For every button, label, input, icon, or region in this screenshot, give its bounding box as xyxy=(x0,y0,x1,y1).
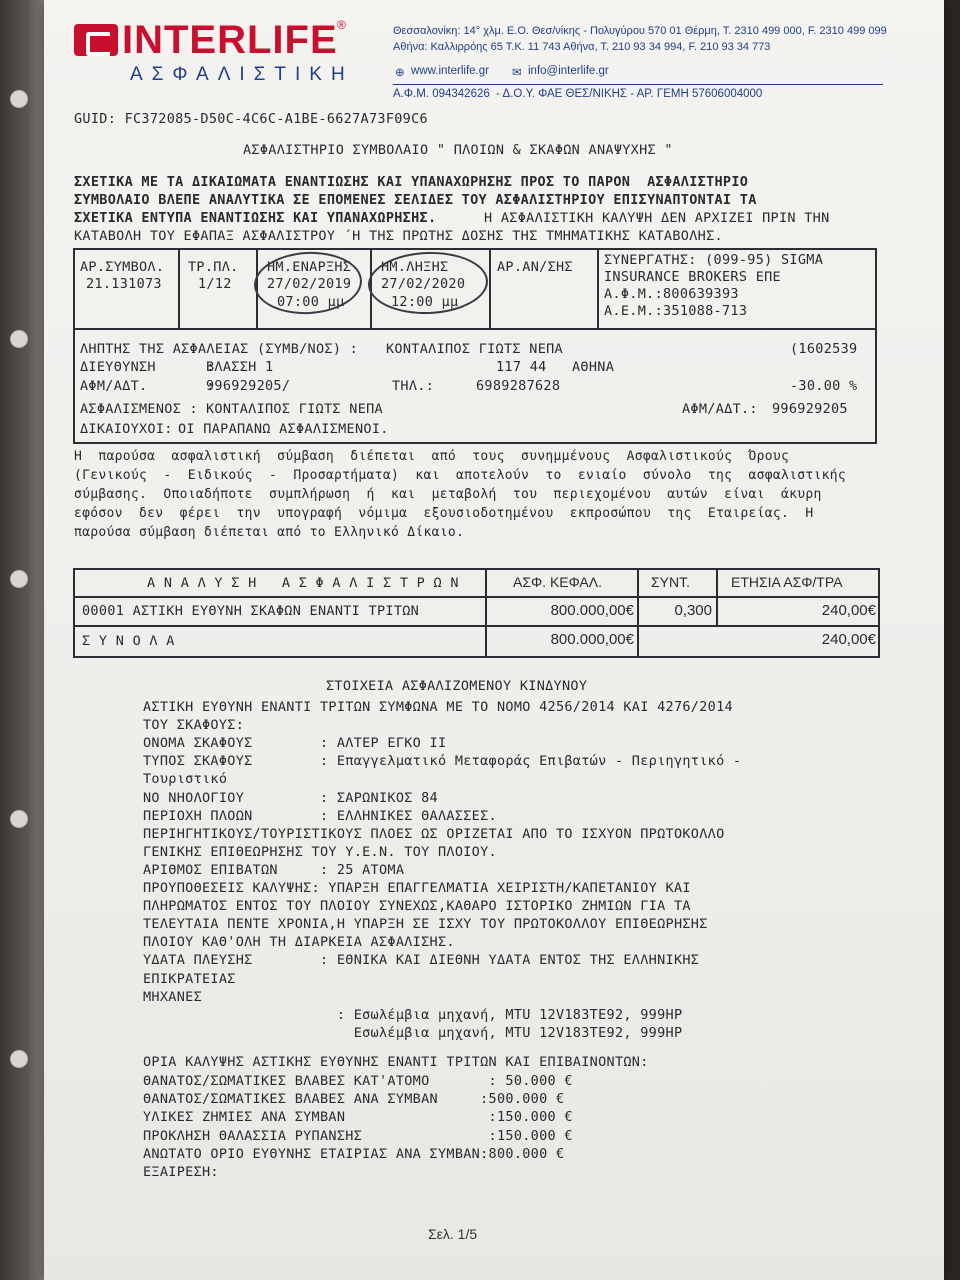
client-city: ΑΘΗΝΑ xyxy=(572,359,615,375)
intro-line-4: Η ΑΣΦΑΛΙΣΤΙΚΗ ΚΑΛΥΨΗ ΔΕΝ ΑΡΧΙΖΕΙ ΠΡΙΝ ΤΗΝ xyxy=(484,210,830,226)
risk-line: ΠΛΟΙΟΥ ΚΑΘ'ΟΛΗ ΤΗ ΔΙΑΡΚΕΙΑ ΑΣΦΑΛΙΣΗΣ. xyxy=(143,934,455,951)
terms-line-1: Η παρούσα ασφαλιστική σύμβαση διέπεται από τους συνημμένους Ασφαλιστικούς Όρους xyxy=(74,449,790,464)
risk-line: ΠΡΟΥΠΟΘΕΣΕΙΣ ΚΑΛΥΨΗΣ: ΥΠΑΡΞΗ ΕΠΑΓΓΕΛΜΑΤΙΑ ΧΕΙΡΙΣΤΗ/ΚΑΠΕΤΑΝΙΟΥ ΚΑΙ xyxy=(143,880,691,896)
header-divider xyxy=(393,84,883,85)
col-divider xyxy=(178,250,180,328)
document-title: ΑΣΦΑΛΙΣΤΗΡΙΟ ΣΥΜΒΟΛΑΙΟ " ΠΛΟΙΩΝ & ΣΚΑΦΩΝ ΑΝΑΨΥΧΗΣ " xyxy=(243,142,673,158)
limit-line: ΘΑΝΑΤΟΣ/ΣΩΜΑΤΙΚΕΣ ΒΛΑΒΕΣ ΑΝΑ ΣΥΜΒΑΝ :500.000 € xyxy=(143,1091,565,1108)
phone-label: ΤΗΛ.: xyxy=(392,378,435,394)
brand-subtitle: ΑΣΦΑΛΙΣΤΙΚΗ xyxy=(130,64,354,85)
document-guid: GUID: FC372085-D50C-4C6C-A1BE-6627A73F09C6 xyxy=(74,111,428,127)
client-address: ΒΛΑΣΣΗ 1 xyxy=(206,359,274,375)
limit-line: ΥΛΙΚΕΣ ΖΗΜΙΕΣ ΑΝΑ ΣΥΜΒΑΝ :150.000 € xyxy=(143,1109,573,1126)
renewal-label: ΑΡ.ΑΝ/ΣΗΣ xyxy=(497,259,573,275)
installment-value: 1/12 xyxy=(198,276,232,292)
coverage-row-name: 00001 ΑΣΤΙΚΗ ΕΥΘΥΝΗ ΣΚΑΦΩΝ ΕΝΑΝΤΙ ΤΡΙΤΩΝ xyxy=(82,603,420,619)
end-time: 12:00 μμ xyxy=(391,294,459,310)
registered-mark: ® xyxy=(337,18,346,32)
terms-line-2: (Γενικούς - Ειδικούς - Προσαρτήματα) και αποτελούν το ενιαίο σύνολο της ασφαλιστικής xyxy=(74,468,847,483)
client-afm: 996929205/ xyxy=(206,378,291,394)
limit-line: ΕΞΑΙΡΕΣΗ: xyxy=(143,1164,219,1180)
punch-hole xyxy=(10,810,28,828)
afm-label: ΑΦΜ/ΑΔΤ. : xyxy=(80,378,215,394)
col-divider xyxy=(597,250,599,328)
mail-icon: ✉ xyxy=(512,67,522,79)
risk-line: ΤΟΥ ΣΚΑΦΟΥΣ: xyxy=(143,717,245,734)
limit-line: ΘΑΝΑΤΟΣ/ΣΩΜΑΤΙΚΕΣ ΒΛΑΒΕΣ ΚΑΤ'ΑΤΟΜΟ : 50.000 € xyxy=(143,1073,573,1089)
policy-number-label: ΑΡ.ΣΥΜΒΟΛ. xyxy=(80,259,165,275)
partner-line-2: INSURANCE BROKERS ΕΠΕ xyxy=(604,269,781,285)
limits-title: ΟΡΙΑ ΚΑΛΥΨΗΣ ΑΣΤΙΚΗΣ ΕΥΘΥΝΗΣ ΕΝΑΝΤΙ ΤΡΙΤΩΝ ΚΑΙ ΕΠΙΒΑΙΝΟΝΤΩΝ: xyxy=(143,1054,649,1070)
address-thessaloniki: Θεσσαλονίκη: 14° χλμ. Ε.Ο. Θεσ/νίκης - Πολυγύρου 570 01 Θέρμη, Τ. 2310 499 000, F. 2310 499 099 xyxy=(393,25,887,37)
discount-value: -30.00 % xyxy=(790,378,858,394)
address-athens: Αθήνα: Καλλιρρόης 65 Τ.Κ. 11 743 Αθήνα, Τ. 210 93 34 994, F. 210 93 34 773 xyxy=(393,41,771,53)
risk-line: ΕΠΙΚΡΑΤΕΙΑΣ xyxy=(143,970,236,987)
table-row-divider xyxy=(73,596,880,598)
start-date: 27/02/2019 xyxy=(267,276,352,292)
terms-line-5: παρούσα σύμβαση διέπεται από το Ελληνικό Δίκαιο. xyxy=(74,525,465,540)
client-code: (1602539 xyxy=(790,341,858,357)
risk-line: ΥΔΑΤΑ ΠΛΕΥΣΗΣ : ΕΘΝΙΚΑ ΚΑΙ ΔΙΕΘΝΗ ΥΔΑΤΑ ΕΝΤΟΣ ΤΗΣ ΕΛΛΗΝΙΚΗΣ xyxy=(143,952,700,969)
punch-hole xyxy=(10,90,28,108)
binder-sleeve xyxy=(0,0,46,1280)
risk-line: ΤΥΠΟΣ ΣΚΑΦΟΥΣ : Επαγγελματικό Μεταφοράς Επιβατών - Περιηγητικό - xyxy=(143,753,742,770)
client-postcode: 117 44 xyxy=(496,359,547,375)
coverage-row-premium: 240,00€ xyxy=(821,602,876,619)
table-header-annual-premium: ΕΤΗΣΙΑ ΑΣΦ/ΤΡΑ xyxy=(731,574,843,590)
table-header-rate: ΣΥΝΤ. xyxy=(651,574,691,590)
totals-premium: 240,00€ xyxy=(821,631,876,648)
punch-hole xyxy=(10,1050,28,1068)
end-date-label: ΗΜ.ΛΗΞΗΣ xyxy=(381,259,449,275)
totals-capital: 800.000,00€ xyxy=(550,631,634,648)
terms-line-3: σύμβασης. Οποιαδήποτε συμπλήρωση ή και μεταβολή του περιεχομένου αυτών είναι άκυρη xyxy=(74,487,822,502)
risk-line: ΠΛΗΡΩΜΑΤΟΣ ΕΝΤΟΣ ΤΟΥ ΠΛΟΙΟΥ ΣΥΝΕΧΩΣ,ΚΑΘΑΡΟ ΙΣΤΟΡΙΚΟ ΖΗΜΙΩΝ ΓΙΑ ΤΑ xyxy=(143,898,691,915)
start-date-label: ΗΜ.ΕΝΑΡΞΗΣ xyxy=(267,259,352,275)
client-phone: 6989287628 xyxy=(476,378,561,394)
limit-line: ΑΝΩΤΑΤΟ ΟΡΙΟ ΕΥΘΥΝΗΣ ΕΤΑΙΡΙΑΣ ΑΝΑ ΣΥΜΒΑΝ:800.000 € xyxy=(143,1145,565,1162)
partner-aem: Α.Ε.Μ.:351088-713 xyxy=(604,303,748,319)
email-link[interactable]: info@interlife.gr xyxy=(528,65,609,77)
insured-afm-label: ΑΦΜ/ΑΔΤ.: xyxy=(682,401,758,417)
coverage-row-capital: 800.000,00€ xyxy=(550,602,634,619)
intro-line-1: ΣΧΕΤΙΚΑ ΜΕ ΤΑ ΔΙΚΑΙΩΜΑΤΑ ΕΝΑΝΤΙΩΣΗΣ ΚΑΙ ΥΠΑΝΑΧΩΡΗΣΗΣ ΠΡΟΣ ΤΟ ΠΑΡΟΝ ΑΣΦΑΛΙΣΤΗΡΙΟ xyxy=(74,174,749,190)
table-row-divider xyxy=(73,625,880,627)
table-header-analysis: Α Ν Α Λ Υ Σ Η Α Σ Φ Α Λ Ι Σ Τ Ρ Ω Ν xyxy=(147,575,459,591)
installment-label: ΤΡ.ΠΛ. xyxy=(188,259,239,275)
insured-label: ΑΣΦΑΛΙΣΜΕΝΟΣ : xyxy=(80,401,198,417)
terms-line-4: εφόσον δεν φέρει την υπογραφή νόμιμα εξουσιοδοτημένου εκπροσώπου της Εταιρείας. Η xyxy=(74,506,814,521)
globe-icon: ⊕ xyxy=(395,67,405,79)
company-registry: Α.Φ.Μ. 094342626 - Δ.Ο.Υ. ΦΑΕ ΘΕΣ/ΝΙΚΗΣ - ΑΡ. ΓΕΜΗ 57606004000 xyxy=(393,88,763,100)
risk-line: ΑΣΤΙΚΗ ΕΥΘΥΝΗ ΕΝΑΝΤΙ ΤΡΙΤΩΝ ΣΥΜΦΩΝΑ ΜΕ ΤΟ ΝΟΜΟ 4256/2014 ΚΑΙ 4276/2014 xyxy=(143,699,733,715)
coverage-row-rate: 0,300 xyxy=(674,602,712,619)
risk-line: ΜΗΧΑΝΕΣ xyxy=(143,988,202,1005)
end-date: 27/02/2020 xyxy=(381,276,466,292)
beneficiaries-label: ΔΙΚΑΙΟΥΧΟΙ: xyxy=(80,421,173,437)
policy-box-divider xyxy=(73,328,877,330)
table-col-divider xyxy=(637,570,639,626)
table-header-capital: ΑΣΦ. ΚΕΦΑΛ. xyxy=(513,574,602,590)
punch-hole xyxy=(10,330,28,348)
interlife-logo-icon xyxy=(74,24,118,56)
partner-line-1: ΣΥΝΕΡΓΑΤΗΣ: (099-95) SIGMA xyxy=(604,252,824,268)
intro-line-2: ΣΥΜΒΟΛΑΙΟ ΒΛΕΠΕ ΑΝΑΛΥΤΙΚΑ ΣΕ ΕΠΟΜΕΝΕΣ ΣΕΛΙΔΕΣ ΤΟΥ ΑΣΦΑΛΙΣΤΗΡΙΟΥ ΕΠΙΣΥΝΑΠΤΟΝΤΑΙ ΤΑ xyxy=(74,192,757,208)
risk-line: ΠΕΡΙΗΓΗΤΙΚΟΥΣ/ΤΟΥΡΙΣΤΙΚΟΥΣ ΠΛΟΕΣ ΩΣ ΟΡΙΖΕΤΑΙ ΑΠΟ ΤΟ ΙΣΧΥΟΝ ΠΡΩΤΟΚΟΛΛΟ xyxy=(143,825,725,842)
risk-line: : Εσωλέμβια μηχανή, MTU 12V183TE92, 999HP xyxy=(143,1006,683,1023)
insured-name: ΚΟΝΤΑΛΙΠΟΣ ΓΙΩΤΣ ΝΕΠΑ xyxy=(206,401,383,417)
policy-number: 21.131073 xyxy=(86,276,162,292)
risk-section-title: ΣΤΟΙΧΕΙΑ ΑΣΦΑΛΙΖΟΜΕΝΟΥ ΚΙΝΔΥΝΟΥ xyxy=(326,678,588,694)
table-col-divider xyxy=(716,570,718,626)
page-number: Σελ. 1/5 xyxy=(428,1226,478,1242)
address-label: ΔΙΕΥΘΥΝΣΗ : xyxy=(80,359,215,375)
risk-line: ΝΟ ΝΗΟΛΟΓΙΟΥ : ΣΑΡΩΝΙΚΟΣ 84 xyxy=(143,789,438,806)
brand-name: INTERLIFE xyxy=(122,18,338,62)
intro-line-5: ΚΑΤΑΒΟΛΗ ΤΟΥ ΕΦΑΠΑΞ ΑΣΦΑΛΙΣΤΡΟΥ ΄Η ΤΗΣ ΠΡΩΤΗΣ ΔΟΣΗΣ ΤΗΣ ΤΜΗΜΑΤΙΚΗΣ ΚΑΤΑΒΟΛΗΣ. xyxy=(74,228,723,244)
partner-afm: Α.Φ.Μ.:800639393 xyxy=(604,286,739,302)
table-col-divider xyxy=(485,570,487,656)
risk-line: Εσωλέμβια μηχανή, MTU 12V183TE92, 999HP xyxy=(143,1024,683,1041)
limit-line: ΠΡΟΚΛΗΣΗ ΘΑΛΑΣΣΙΑ ΡΥΠΑΝΣΗΣ :150.000 € xyxy=(143,1127,573,1144)
beneficiaries-value: ΟΙ ΠΑΡΑΠΑΝΩ ΑΣΦΑΛΙΣΜΕΝΟΙ. xyxy=(178,421,389,437)
risk-line: ΓΕΝΙΚΗΣ ΕΠΙΘΕΩΡΗΣΗΣ ΤΟΥ Υ.Ε.Ν. ΤΟΥ ΠΛΟΙΟΥ. xyxy=(143,843,497,860)
risk-line: ΤΕΛΕΥΤΑΙΑ ΠΕΝΤΕ ΧΡΟΝΙΑ,Η ΥΠΑΡΞΗ ΣΕ ΙΣΧΥ ΤΟΥ ΠΡΩΤΟΚΟΛΛΟΥ ΕΠΙΘΕΩΡΗΣΗΣ xyxy=(143,916,708,933)
risk-line: ΟΝΟΜΑ ΣΚΑΦΟΥΣ : ΑΛΤΕΡ ΕΓΚΟ ΙΙ xyxy=(143,735,447,752)
recipient-label: ΛΗΠΤΗΣ ΤΗΣ ΑΣΦΑΛΕΙΑΣ (ΣΥΜΒ/ΝΟΣ) : xyxy=(80,341,359,357)
totals-label: Σ Υ Ν Ο Λ Α xyxy=(82,633,175,649)
risk-line: ΑΡΙΘΜΟΣ ΕΠΙΒΑΤΩΝ : 25 ΑΤΟΜΑ xyxy=(143,861,405,878)
intro-line-3: ΣΧΕΤΙΚΑ ΕΝΤΥΠΑ ΕΝΑΝΤΙΩΣΗΣ ΚΑΙ ΥΠΑΝΑΧΩΡΗΣΗΣ. xyxy=(74,210,437,226)
punch-hole xyxy=(10,570,28,588)
start-time: 07:00 μμ xyxy=(277,294,345,310)
risk-line: ΠΕΡΙΟΧΗ ΠΛΟΩΝ : ΕΛΛΗΝΙΚΕΣ ΘΑΛΑΣΣΕΣ. xyxy=(143,807,497,824)
website-link[interactable]: www.interlife.gr xyxy=(411,65,489,77)
risk-line: Τουριστικό xyxy=(143,771,228,788)
col-divider xyxy=(489,250,491,328)
table-col-divider xyxy=(637,626,639,656)
insured-afm: 996929205 xyxy=(772,401,848,417)
recipient-name: ΚΟΝΤΑΛΙΠΟΣ ΓΙΩΤΣ ΝΕΠΑ xyxy=(386,341,563,357)
